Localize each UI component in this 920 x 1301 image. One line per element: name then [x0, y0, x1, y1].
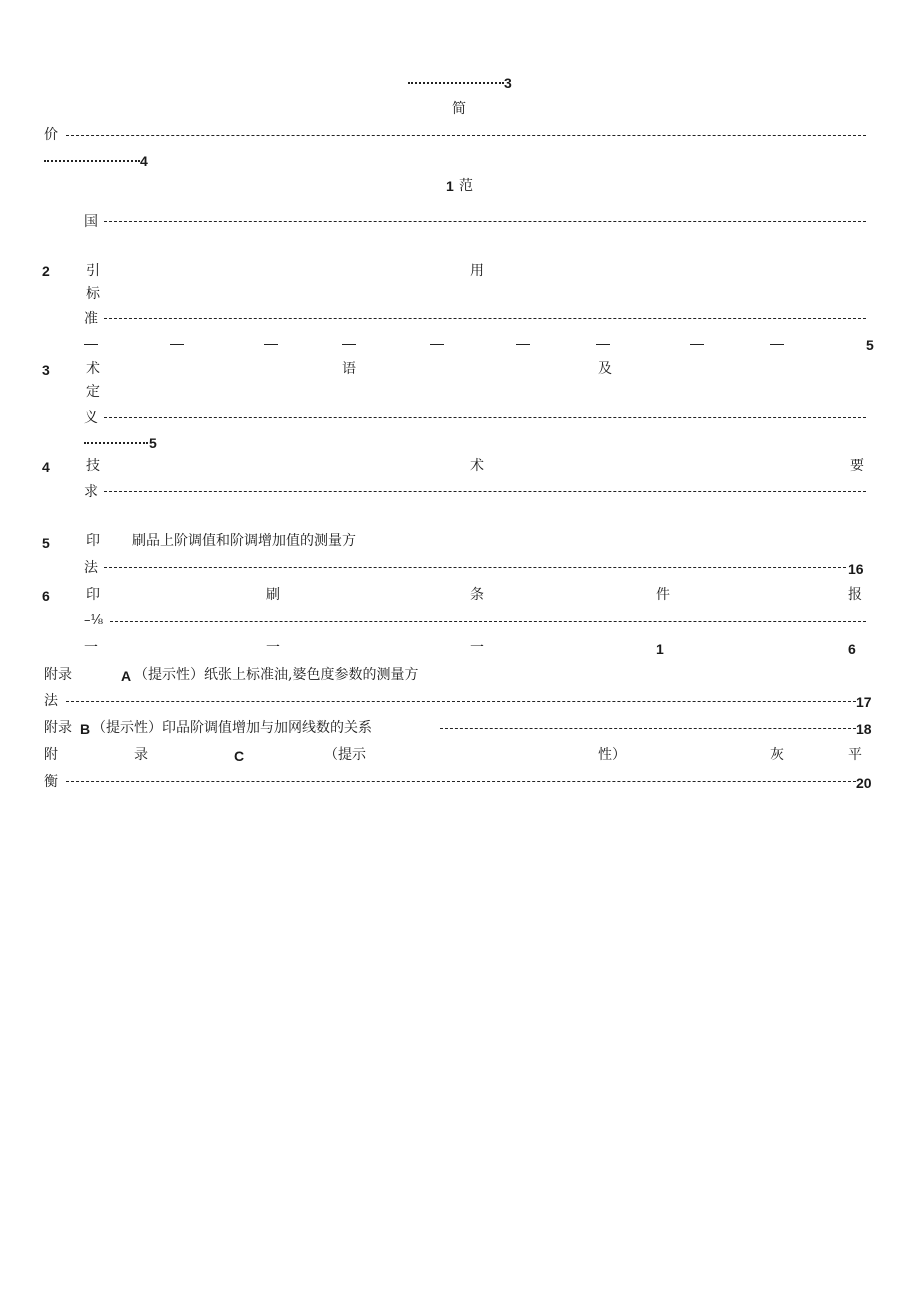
leader-line — [110, 621, 866, 622]
toc-char: 附 — [44, 747, 58, 763]
toc-char: 标 — [86, 286, 100, 302]
dash-mark — [596, 344, 610, 345]
dash-mark — [342, 344, 356, 345]
dash-mark — [170, 344, 184, 345]
page-number: 17 — [856, 694, 872, 710]
dash-mark — [264, 344, 278, 345]
toc-char: 价 — [44, 127, 58, 143]
appendix-letter: A — [121, 668, 132, 684]
leader-dots — [84, 442, 148, 444]
toc-char: 报 — [848, 587, 862, 603]
toc-char: 法 — [84, 560, 98, 576]
page-number: 20 — [856, 775, 872, 791]
section-title: 刷品上阶调值和阶调增加值的测量方 — [132, 533, 356, 549]
appendix-prefix: 附录 — [44, 667, 72, 683]
toc-char: 简 — [452, 101, 466, 117]
toc-char: 件 — [656, 587, 670, 603]
section-number: 6 — [42, 588, 50, 604]
leader-line — [66, 701, 856, 702]
toc-char: 用 — [470, 263, 484, 279]
toc-char: 国 — [84, 214, 98, 230]
section-number: 2 — [42, 263, 50, 279]
leader-line — [66, 135, 866, 136]
dash-mark — [430, 344, 444, 345]
page-number: 6 — [848, 641, 856, 657]
page-number: 1 — [656, 641, 664, 657]
toc-char: 准 — [84, 311, 98, 327]
dash-mark — [84, 344, 98, 345]
appendix-letter: B — [80, 721, 91, 737]
toc-char: 条 — [470, 587, 484, 603]
toc-char: 性） — [598, 747, 626, 763]
toc-char: 印 — [86, 533, 100, 549]
leader-line — [66, 781, 856, 782]
leader-dots — [408, 82, 504, 84]
appendix-letter: C — [234, 748, 245, 764]
toc-dash-char: 一 — [84, 640, 98, 656]
toc-char: 义 — [84, 410, 98, 426]
page-number: 5 — [149, 435, 157, 451]
page-number: 4 — [140, 153, 148, 169]
toc-char: 引 — [86, 263, 100, 279]
toc-char: 定 — [86, 384, 100, 400]
section-number: 5 — [42, 535, 50, 551]
dash-mark — [516, 344, 530, 345]
section-number: 3 — [42, 362, 50, 378]
page-number: 5 — [866, 337, 874, 353]
toc-char: 范 — [459, 178, 473, 194]
toc-char: 技 — [86, 458, 100, 474]
appendix-title: （提示性）印品阶调值增加与加网线数的关系 — [92, 720, 372, 736]
leader-dots — [44, 160, 140, 162]
dash-mark — [690, 344, 704, 345]
toc-char: 平 — [848, 747, 862, 763]
dash-mark — [770, 344, 784, 345]
toc-char: 印 — [86, 587, 100, 603]
leader-line — [104, 221, 866, 222]
toc-char: （提示 — [324, 747, 366, 763]
page-number: 18 — [856, 721, 872, 737]
toc-char: 灰 — [770, 747, 784, 763]
leader-line — [104, 417, 866, 418]
leader-line — [440, 728, 856, 729]
appendix-prefix: 附录 — [44, 720, 72, 736]
toc-char: 要 — [850, 458, 864, 474]
toc-char: 法 — [44, 693, 58, 709]
toc-char: 及 — [598, 361, 612, 377]
leader-line — [104, 567, 846, 568]
toc-mark: –⅛ — [84, 613, 104, 628]
leader-line — [104, 318, 866, 319]
toc-char: 术 — [86, 361, 100, 377]
toc-char: 术 — [470, 458, 484, 474]
leader-line — [104, 491, 866, 492]
page-number: 16 — [848, 561, 864, 577]
toc-char: 刷 — [266, 587, 280, 603]
toc-char: 衡 — [44, 774, 58, 790]
section-number: 1 — [446, 178, 454, 194]
toc-char: 录 — [134, 747, 148, 763]
section-number: 4 — [42, 459, 50, 475]
page-number: 3 — [504, 75, 512, 91]
toc-dash-char: 一 — [470, 640, 484, 656]
appendix-title: （提示性）纸张上标准油,婆色度参数的测量方 — [134, 667, 419, 683]
toc-char: 求 — [84, 484, 98, 500]
toc-char: 语 — [342, 361, 356, 377]
toc-dash-char: 一 — [266, 640, 280, 656]
